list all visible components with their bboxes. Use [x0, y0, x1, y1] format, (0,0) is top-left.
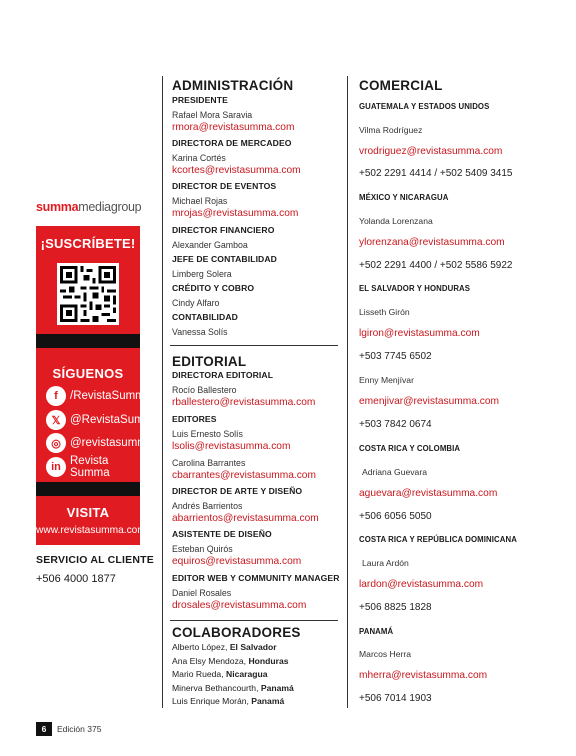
- social-x[interactable]: 𝕏 @RevistaSumma: [46, 410, 160, 430]
- staff-email[interactable]: drosales@revistasumma.com: [172, 600, 307, 611]
- staff-name: Michael Rojas: [172, 196, 228, 206]
- staff-role: PRESIDENTE: [172, 95, 228, 105]
- region-title: GUATEMALA Y ESTADOS UNIDOS: [359, 102, 490, 111]
- column-rule: [347, 76, 348, 708]
- sales-rep-email[interactable]: mherra@revistasumma.com: [359, 670, 488, 681]
- customer-service-title: SERVICIO AL CLIENTE: [36, 554, 154, 566]
- staff-email[interactable]: rmora@revistasumma.com: [172, 122, 295, 133]
- staff-name: Limberg Solera: [172, 269, 232, 279]
- staff-role: EDITORES: [172, 414, 217, 424]
- follow-heading: SÍGUENOS: [52, 366, 124, 381]
- facebook-icon: f: [46, 386, 66, 406]
- contributor-entry: Alberto López, El Salvador: [172, 642, 277, 652]
- commercial-heading: COMERCIAL: [359, 78, 443, 93]
- sales-rep-phone[interactable]: +506 7014 1903: [359, 693, 432, 704]
- staff-role: CRÉDITO Y COBRO: [172, 283, 255, 293]
- contributor-entry: Ana Elsy Mendoza, Honduras: [172, 656, 289, 666]
- sales-rep-email[interactable]: lgiron@revistasumma.com: [359, 328, 480, 339]
- region-title: COSTA RICA Y REPÚBLICA DOMINICANA: [359, 535, 517, 544]
- staff-email[interactable]: rballestero@revistasumma.com: [172, 397, 316, 408]
- social-linkedin[interactable]: in Revista Summa: [46, 457, 140, 477]
- qr-code-icon[interactable]: [57, 263, 119, 325]
- editorial-heading: EDITORIAL: [172, 354, 247, 369]
- staff-role: DIRECTORA DE MERCADEO: [172, 138, 292, 148]
- sales-rep-email[interactable]: emenjivar@revistasumma.com: [359, 396, 499, 407]
- region-title: EL SALVADOR Y HONDURAS: [359, 284, 471, 293]
- sales-rep-phone[interactable]: +502 2291 4400 / +502 5586 5922: [359, 260, 513, 271]
- staff-name: Carolina Barrantes: [172, 458, 246, 468]
- staff-name: Luis Ernesto Solís: [172, 429, 243, 439]
- sales-rep-name: Lisseth Girón: [359, 307, 410, 317]
- sales-rep-name: Vilma Rodríguez: [359, 125, 423, 135]
- admin-heading: ADMINISTRACIÓN: [172, 78, 294, 93]
- staff-name: Cindy Alfaro: [172, 298, 220, 308]
- region-title: PANAMÁ: [359, 627, 394, 636]
- staff-name: Rocío Ballestero: [172, 385, 237, 395]
- region-title: MÉXICO Y NICARAGUA: [359, 193, 449, 202]
- sales-rep-email[interactable]: lardon@revistasumma.com: [359, 579, 484, 590]
- sales-rep-name: Yolanda Lorenzana: [359, 216, 433, 226]
- subscription-panel: [36, 226, 160, 545]
- staff-email[interactable]: lsolis@revistasumma.com: [172, 441, 291, 452]
- staff-name: Vanessa Solís: [172, 327, 228, 337]
- contributor-entry: Mario Rueda, Nicaragua: [172, 669, 268, 679]
- contributor-entry: Minerva Bethancourth, Panamá: [172, 683, 294, 693]
- contributors-heading: COLABORADORES: [172, 625, 301, 640]
- staff-name: Andrés Barrientos: [172, 501, 243, 511]
- sales-rep-email[interactable]: vrodriguez@revistasumma.com: [359, 146, 503, 157]
- region-title: COSTA RICA Y COLOMBIA: [359, 444, 461, 453]
- staff-name: Rafael Mora Saravia: [172, 110, 253, 120]
- sales-rep-phone[interactable]: +503 7842 0674: [359, 419, 432, 430]
- linkedin-icon: in: [46, 457, 66, 477]
- staff-email[interactable]: abarrientos@revistasumma.com: [172, 513, 319, 524]
- sales-rep-phone[interactable]: +506 6056 5050: [359, 511, 432, 522]
- summa-mediagroup-logo: summamediagroup: [36, 200, 142, 214]
- staff-email[interactable]: cbarrantes@revistasumma.com: [172, 470, 316, 481]
- sales-rep-email[interactable]: ylorenzana@revistasumma.com: [359, 237, 505, 248]
- sales-rep-name: Adriana Guevara: [362, 467, 427, 477]
- staff-name: Alexander Gamboa: [172, 240, 248, 250]
- social-facebook[interactable]: f /RevistaSumma: [46, 386, 151, 406]
- divider-bar: [36, 334, 140, 348]
- staff-role: DIRECTOR DE EVENTOS: [172, 181, 277, 191]
- page-number: 6: [36, 722, 52, 736]
- staff-email[interactable]: mrojas@revistasumma.com: [172, 208, 299, 219]
- instagram-icon: ◎: [46, 433, 66, 453]
- section-rule: [170, 620, 338, 621]
- staff-name: Daniel Rosales: [172, 588, 232, 598]
- sales-rep-phone[interactable]: +503 7745 6502: [359, 351, 432, 362]
- divider-bar: [36, 482, 140, 496]
- edition-label: Edición 375: [57, 724, 102, 734]
- column-rule: [162, 76, 163, 708]
- staff-name: Esteban Quirós: [172, 544, 233, 554]
- contributor-entry: Luis Enrique Morán, Panamá: [172, 696, 285, 706]
- x-icon: 𝕏: [46, 410, 66, 430]
- staff-role: JEFE DE CONTABILIDAD: [172, 254, 277, 264]
- staff-role: DIRECTOR DE ARTE Y DISEÑO: [172, 486, 303, 496]
- sales-rep-name: Marcos Herra: [359, 649, 412, 659]
- staff-name: Karina Cortés: [172, 153, 226, 163]
- sales-rep-name: Enny Menjívar: [359, 375, 414, 385]
- staff-role: ASISTENTE DE DISEÑO: [172, 529, 272, 539]
- social-instagram[interactable]: ◎ @revistasumma: [46, 433, 153, 453]
- visit-heading: VISITA: [66, 505, 110, 520]
- website-link[interactable]: www.revistasumma.com: [36, 525, 146, 536]
- sales-rep-name: Laura Ardón: [362, 558, 409, 568]
- staff-email[interactable]: equiros@revistasumma.com: [172, 556, 302, 567]
- staff-role: DIRECTORA EDITORIAL: [172, 370, 274, 380]
- sales-rep-phone[interactable]: +506 8825 1828: [359, 602, 432, 613]
- sales-rep-phone[interactable]: +502 2291 4414 / +502 5409 3415: [359, 168, 513, 179]
- subscribe-heading: ¡SUSCRÍBETE!: [40, 236, 136, 251]
- staff-role: DIRECTOR FINANCIERO: [172, 225, 275, 235]
- section-rule: [170, 345, 338, 346]
- sales-rep-email[interactable]: aguevara@revistasumma.com: [359, 488, 498, 499]
- customer-service-phone[interactable]: +506 4000 1877: [36, 573, 116, 585]
- staff-email[interactable]: kcortes@revistasumma.com: [172, 165, 301, 176]
- staff-role: CONTABILIDAD: [172, 312, 238, 322]
- staff-role: EDITOR WEB Y COMMUNITY MANAGER: [172, 573, 340, 583]
